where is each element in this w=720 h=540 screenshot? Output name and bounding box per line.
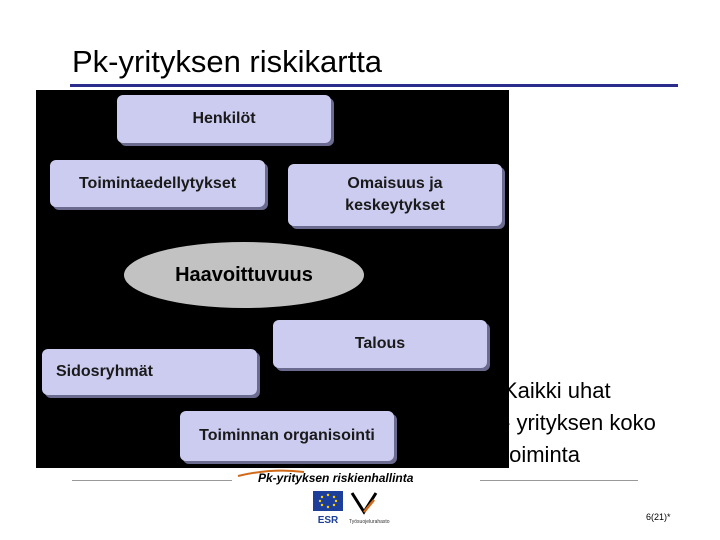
page-number: 6(21)* [646,512,671,522]
footer-rule-left [72,480,232,481]
svg-text:Työsuojelurahasto: Työsuojelurahasto [349,519,390,525]
slide-title: Pk-yrityksen riskikartta [72,44,383,79]
box-sidosryhmat-label: Sidosryhmät [56,363,153,381]
box-omaisuus [288,164,502,226]
box-sidosryhmat [42,349,257,395]
body-text: Kaikki uhat - yrityksen koko toiminta [503,378,656,467]
box-henkilot [117,95,331,143]
box-henkilot-label: Henkilöt [192,110,256,128]
footer-label: Pk-yrityksen riskienhallinta [258,471,414,485]
box-toimintaedellytykset [50,160,265,207]
footer-rule-right [480,480,638,481]
title-underline [70,84,678,87]
esr-logo-icon [312,490,344,526]
box-toiminnan-organisointi [180,411,394,461]
center-ellipse-haavoittuvuus [124,242,364,308]
box-toimintaedellytykset-label: Toimintaedellytykset [78,174,237,192]
esr-logo [312,490,344,526]
center-ellipse-label: Haavoittuvuus [175,263,313,286]
svg-text:ESR: ESR [317,515,339,526]
box-omaisuus-label: Omaisuus ja keskeytykset [345,175,445,214]
box-toiminnan-organisointi-label: Toiminnan organisointi [199,427,375,445]
tyosuojelurahasto-logo-icon [348,490,394,526]
box-talous [273,320,487,368]
risk-map-diagram [36,90,509,468]
box-talous-label: Talous [354,335,406,353]
tyosuojelurahasto-logo [348,490,394,526]
